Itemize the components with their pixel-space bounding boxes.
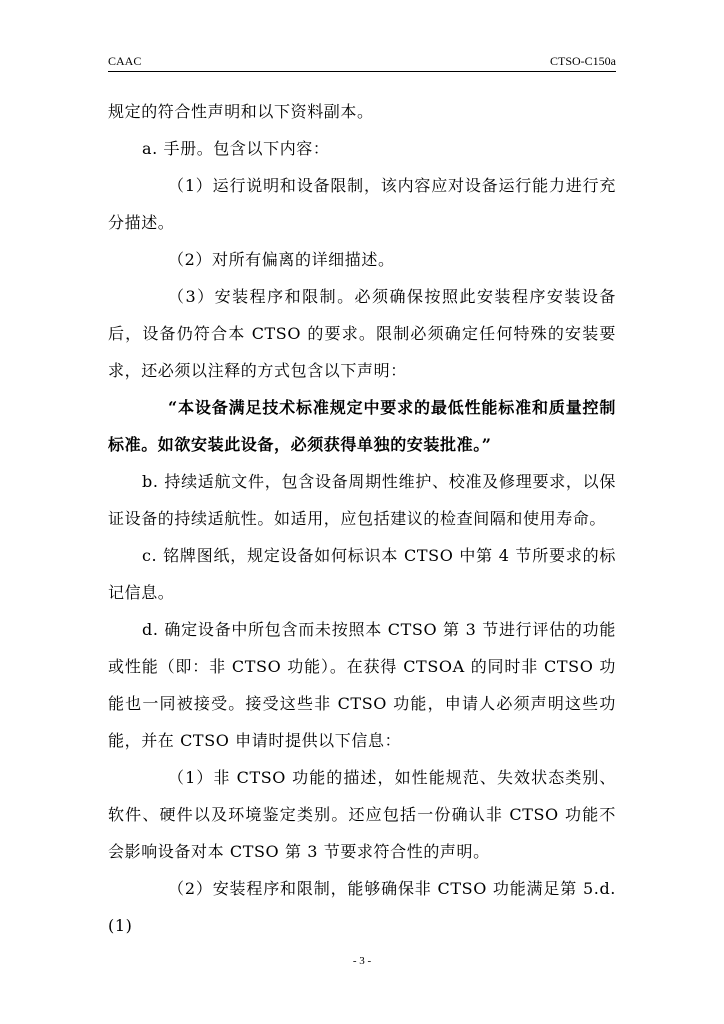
paragraph: b. 持续适航文件，包含设备周期性维护、校准及修理要求，以保证设备的持续适航性。如适用，应包括建议的检查间隔和使用寿命。 xyxy=(108,472,616,528)
page-number: - 3 - xyxy=(352,955,372,967)
paragraph: （1）运行说明和设备限制，该内容应对设备运行能力进行充分描述。 xyxy=(108,176,616,232)
paragraph: （2）对所有偏离的详细描述。 xyxy=(168,250,395,269)
paragraph: （3）安装程序和限制。必须确保按照此安装程序安装设备后，设备仍符合本 CTSO 的要求。限制必须确定任何特殊的安装要求，还必须以注释的方式包含以下声明： xyxy=(108,287,616,380)
paragraph: a. 手册。包含以下内容： xyxy=(142,139,330,158)
header-doc-id: CTSO-C150a xyxy=(550,54,616,68)
header-rule xyxy=(108,71,616,72)
paragraph: c. 铭牌图纸，规定设备如何标识本 CTSO 中第 4 节所要求的标记信息。 xyxy=(108,546,616,602)
required-statement: “本设备满足技术标准规定中要求的最低性能标准和质量控制标准。如欲安装此设备，必须获得单独的安装批准。” xyxy=(108,398,616,454)
paragraph: （2）安装程序和限制，能够确保非 CTSO 功能满足第 5.d.(1) xyxy=(108,879,616,935)
header-org: CAAC xyxy=(108,54,142,68)
page-header xyxy=(108,52,616,70)
paragraph: d. 确定设备中所包含而未按照本 CTSO 第 3 节进行评估的功能或性能（即：非 CTSO 功能）。在获得 CTSOA 的同时非 CTSO 功能也一同被接受。接受这些非 CTSO 功能，申请人必须声明这些功能，并在 CTSO 申请时提供以下信息： xyxy=(108,620,616,750)
paragraph: （1）非 CTSO 功能的描述，如性能规范、失效状态类别、软件、硬件以及环境鉴定类别。还应包括一份确认非 CTSO 功能不会影响设备对本 CTSO 第 3 节要求符合性的声明。 xyxy=(108,768,616,861)
document-body xyxy=(108,93,616,944)
paragraph: 规定的符合性声明和以下资料副本。 xyxy=(108,102,374,121)
